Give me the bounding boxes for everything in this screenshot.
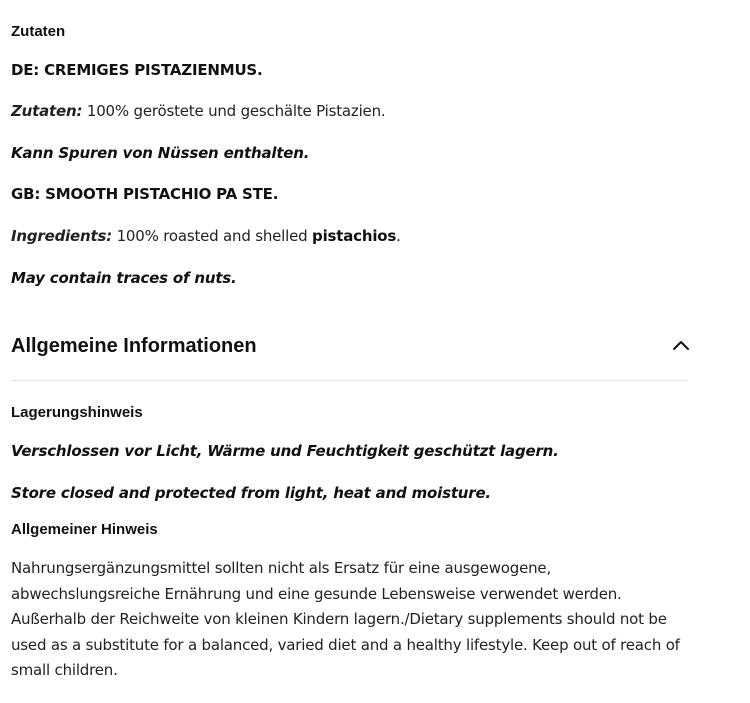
de-ingredients-line (11, 102, 385, 120)
de-allergen-warning: Kann Spuren von Nüssen enthalten. (11, 144, 310, 162)
section-divider (11, 380, 688, 381)
gb-ingredients-line (11, 227, 401, 245)
gb-ingredients-bold: pistachios (312, 227, 397, 245)
general-info-title: Allgemeine Informationen (11, 334, 257, 357)
de-ingredients-label: Zutaten: (11, 102, 83, 120)
gb-ingredients-end: . (396, 227, 401, 245)
gb-ingredients-label: Ingredients: (11, 227, 112, 245)
ingredients-heading: Zutaten (11, 23, 66, 40)
gb-ingredients-text: 100% roasted and shelled (112, 227, 313, 245)
storage-text-en: Store closed and protected from light, heat and moisture. (11, 484, 491, 502)
general-notice-text: Nahrungsergänzungsmittel sollten nicht als Ersatz für eine ausgewogene, abwechslungsreiche Ernährung und eine gesunde Lebensweise verwendet werden. Außerhalb der Reichweite von kleinen Kindern lagern./Dietary supplements should not be used as a substitute for a balanced, varied diet and a healthy lifestyle. Keep out of reach of small children. (11, 559, 680, 679)
gb-title: GB: SMOOTH PISTACHIO PA STE. (11, 185, 279, 203)
de-title: DE: CREMIGES PISTAZIENMUS. (11, 61, 263, 79)
chevron-up-icon[interactable] (671, 336, 691, 356)
gb-allergen-warning: May contain traces of nuts. (11, 269, 237, 287)
general-notice-heading: Allgemeiner Hinweis (11, 521, 158, 538)
general-info-accordion-toggle[interactable] (11, 330, 691, 362)
storage-text-de: Verschlossen vor Licht, Wärme und Feuchtigkeit geschützt lagern. (11, 442, 559, 460)
storage-heading: Lagerungshinweis (11, 404, 143, 421)
de-ingredients-text: 100% geröstete und geschälte Pistazien. (82, 102, 386, 120)
